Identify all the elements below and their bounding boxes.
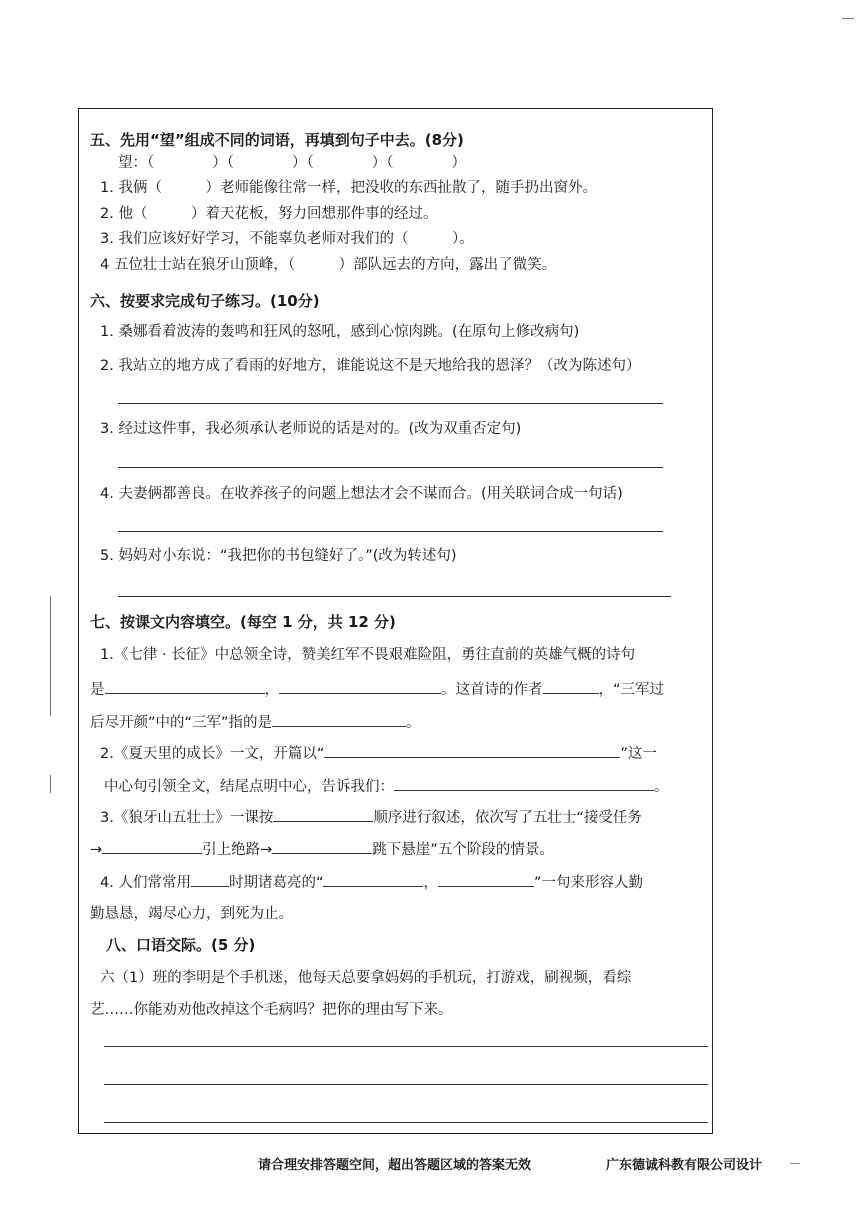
blank-stage2[interactable] bbox=[102, 838, 202, 854]
footer-designer: 广东德诚科教有限公司设计 bbox=[606, 1158, 763, 1173]
blank-three-armies[interactable] bbox=[272, 711, 406, 727]
scan-edge-mark bbox=[842, 18, 854, 19]
blank-period[interactable] bbox=[191, 871, 229, 887]
section8-answer-line[interactable] bbox=[104, 1084, 708, 1085]
section6-q5: 5. 妈妈对小东说：“我把你的书包缝好了。”(改为转述句) bbox=[100, 548, 457, 564]
section6-q1: 1. 桑娜看着波涛的轰鸣和狂风的怒吼，感到心惊肉跳。(在原句上修改病句) bbox=[100, 324, 580, 340]
section7-q2-line1: 2.《夏天里的成长》一文，开篇以“ ”这一 bbox=[100, 742, 657, 764]
blank-quote-b[interactable] bbox=[438, 871, 534, 887]
section5-word-blanks: 望：（ ）（ ）（ ）（ ） bbox=[118, 155, 466, 171]
section5-title: 五、先用“望”组成不同的词语，再填到句子中去。(8分) bbox=[90, 131, 464, 149]
section7-q3-line1: 3.《狼牙山五壮士》一课按 顺序进行叙述，依次写了五壮士“接受任务 bbox=[100, 806, 642, 828]
section6-q2: 2. 我站立的地方成了看雨的好地方，谁能说这不是天地给我的恩泽？（改为陈述句） bbox=[100, 358, 641, 374]
blank-author[interactable] bbox=[543, 678, 599, 694]
section6-q2-answer-line[interactable] bbox=[118, 403, 663, 404]
section8-prompt-line1: 六（1）班的李明是个手机迷，他每天总要拿妈妈的手机玩，打游戏，刷视频，看综 bbox=[100, 970, 632, 986]
section7-q4-line2: 勤恳恳，竭尽心力，到死为止。 bbox=[90, 906, 293, 922]
section8-prompt-line2: 艺……你能劝劝他改掉这个毛病吗？把你的理由写下来。 bbox=[90, 1002, 453, 1018]
section5-q2: 2. 他（ ）着天花板，努力回想那件事的经过。 bbox=[100, 206, 438, 222]
blank-poem-line1[interactable] bbox=[105, 678, 265, 694]
section6-q5-answer-line[interactable] bbox=[118, 596, 671, 597]
footer-notice: 请合理安排答题空间，超出答题区域的答案无效 bbox=[258, 1158, 532, 1173]
section5-q1: 1. 我俩（ ）老师能像往常一样，把没收的东西扯散了，随手扔出窗外。 bbox=[100, 180, 597, 196]
section6-q4: 4. 夫妻俩都善良。在收养孩子的问题上想法才会不谋而合。(用关联词合成一句话) bbox=[100, 486, 623, 502]
blank-quote-a[interactable] bbox=[323, 871, 423, 887]
section7-q1-line2: 是 ， 。这首诗的作者 ，“三军过 bbox=[90, 678, 664, 700]
section6-q4-answer-line[interactable] bbox=[118, 531, 663, 532]
section7-q3-line2: → 引上绝路→ 跳下悬崖”五个阶段的情景。 bbox=[90, 838, 554, 860]
section8-answer-line[interactable] bbox=[104, 1046, 708, 1047]
scan-edge-mark bbox=[50, 596, 51, 716]
section8-title: 八、口语交际。(5 分) bbox=[106, 936, 256, 954]
scan-edge-mark bbox=[50, 775, 51, 793]
section7-q1-line3: 后尽开颜”中的“三军”指的是 。 bbox=[90, 711, 421, 733]
section7-q4-line1: 4. 人们常常用 时期诸葛亮的“ ， ”一句来形容人勤 bbox=[100, 871, 643, 893]
blank-poem-line2[interactable] bbox=[279, 678, 441, 694]
section7-q2-line2: 中心句引领全文，结尾点明中心，告诉我们： 。 bbox=[104, 775, 669, 797]
section5-q3: 3. 我们应该好好学习，不能辜负老师对我们的（ ）。 bbox=[100, 231, 474, 247]
section6-q3: 3. 经过这件事，我必须承认老师说的话是对的。(改为双重否定句) bbox=[100, 421, 522, 437]
blank-order[interactable] bbox=[273, 806, 373, 822]
blank-stage4[interactable] bbox=[272, 838, 372, 854]
blank-tell-us[interactable] bbox=[394, 775, 654, 791]
section5-q4: 4 五位壮士站在狼牙山顶峰，（ ）部队远去的方向，露出了微笑。 bbox=[100, 257, 557, 273]
scan-edge-mark bbox=[790, 1163, 800, 1164]
section7-title: 七、按课文内容填空。(每空 1 分，共 12 分) bbox=[90, 613, 396, 631]
section6-title: 六、按要求完成句子练习。(10分) bbox=[90, 292, 320, 310]
section8-answer-line[interactable] bbox=[104, 1122, 708, 1123]
blank-central-sentence[interactable] bbox=[324, 742, 620, 758]
section7-q1-line1: 1.《七律 · 长征》中总领全诗，赞美红军不畏艰难险阻，勇往直前的英雄气概的诗句 bbox=[100, 647, 636, 663]
section6-q3-answer-line[interactable] bbox=[118, 467, 663, 468]
